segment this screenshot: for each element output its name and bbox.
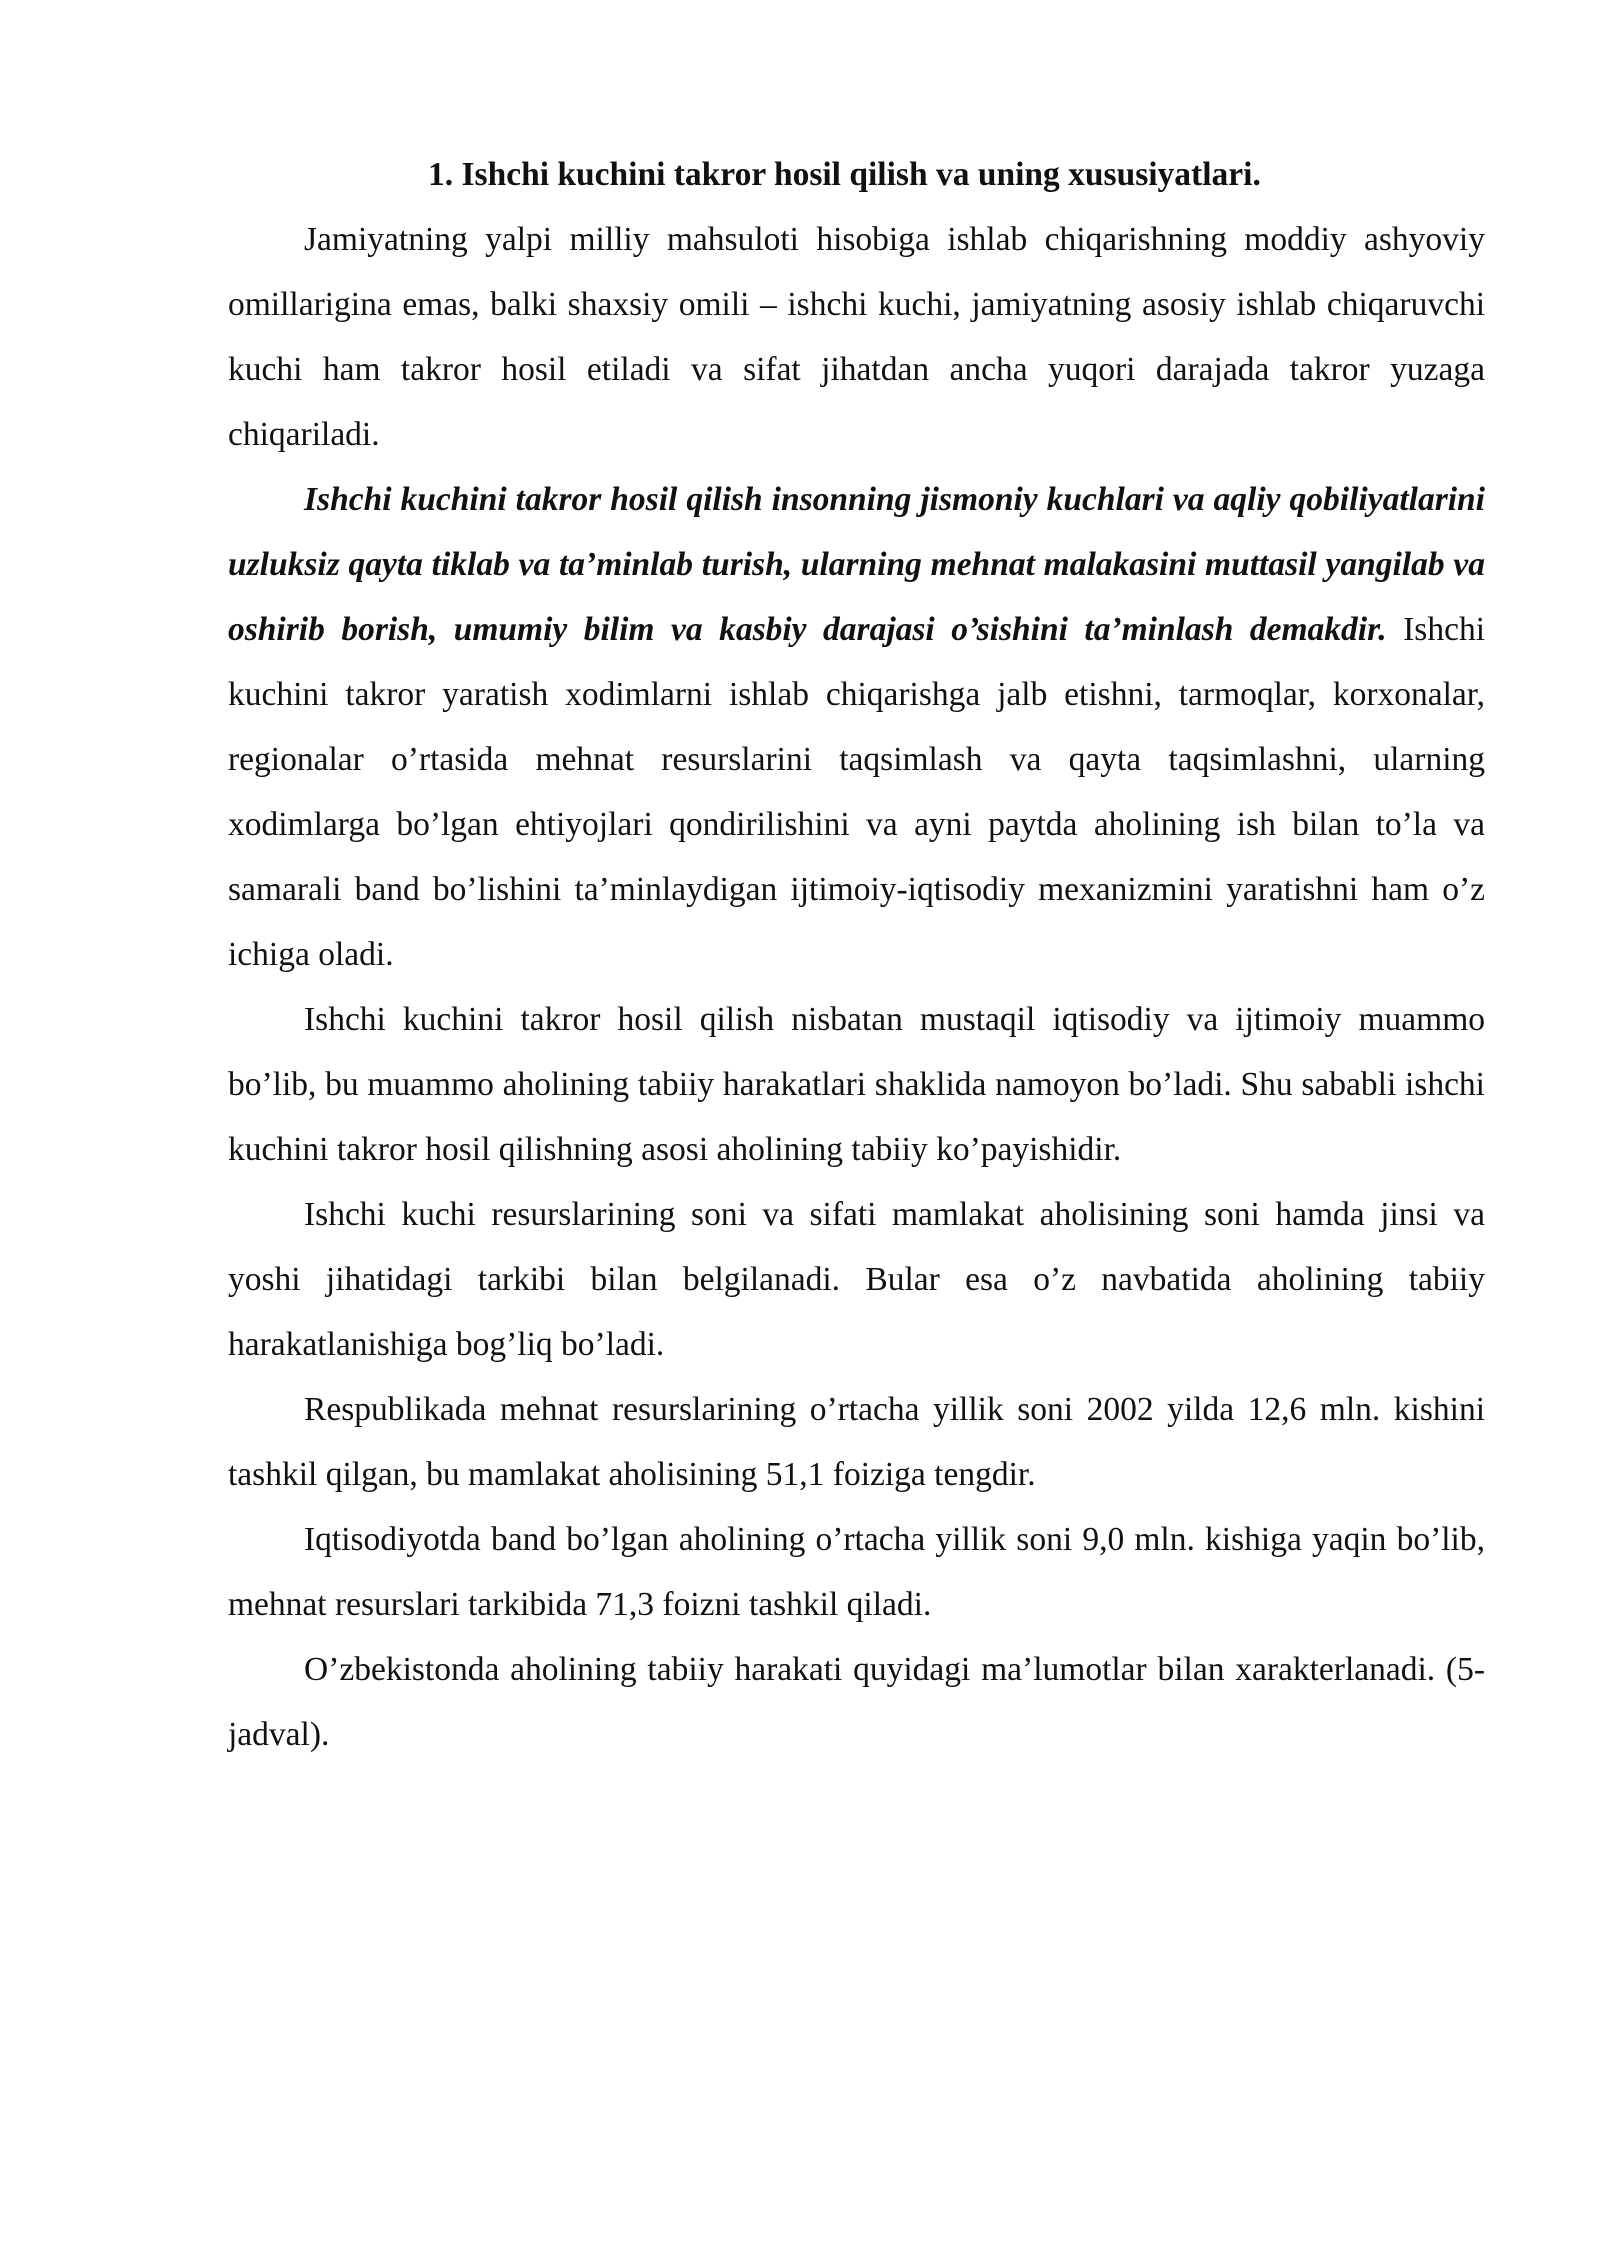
document-body [228, 142, 1485, 1767]
paragraph-4: Ishchi kuchi resurslarining soni va sifati mamlakat aholisining soni hamda jinsi va yoshi jihatidagi tarkibi bilan belgilanadi. Bular esa o’z navbatida aholining tabiiy harakatlanishiga bog’liq bo’ladi. [228, 1196, 1485, 1363]
definition-emphasis: Ishchi kuchini takror hosil qilish insonning jismoniy kuchlari va aqliy qobiliyatlarini uzluksiz qayta tiklab va ta’minlab turish, ularning mehnat malakasini muttasil yangilab va oshirib borish, umumiy bilim va kasbiy darajasi o’sishini ta’minlash demakdir. [228, 481, 1485, 648]
paragraph-7: O’zbekistonda aholining tabiiy harakati quyidagi ma’lumotlar bilan xarakterlanadi. (5-jadval). [228, 1651, 1485, 1753]
paragraph-5: Respublikada mehnat resurslarining o’rtacha yillik soni 2002 yilda 12,6 mln. kishini tashkil qilgan, bu mamlakat aholisining 51,1 foiziga tengdir. [228, 1391, 1485, 1493]
paragraph-3: Ishchi kuchini takror hosil qilish nisbatan mustaqil iqtisodiy va ijtimoiy muammo bo’lib, bu muammo aholining tabiiy harakatlari shaklida namoyon bo’ladi. Shu sababli ishchi kuchini takror hosil qilishning asosi aholining tabiiy ko’payishidir. [228, 1001, 1485, 1168]
section-heading: 1. Ishchi kuchini takror hosil qilish va uning xususiyatlari. [428, 156, 1261, 193]
paragraph-1: Jamiyatning yalpi milliy mahsuloti hisobiga ishlab chiqarishning moddiy ashyoviy omillarigina emas, balki shaxsiy omili – ishchi kuchi, jamiyatning asosiy ishlab chiqaruvchi kuchi ham takror hosil etiladi va sifat jihatdan ancha yuqori darajada takror yuzaga chiqariladi. [228, 221, 1485, 453]
paragraph-6: Iqtisodiyotda band bo’lgan aholining o’rtacha yillik soni 9,0 mln. kishiga yaqin bo’lib, mehnat resurslari tarkibida 71,3 foizni tashkil qiladi. [228, 1521, 1485, 1623]
paragraph-2 [228, 467, 1485, 987]
paragraph-2-text: Ishchi kuchini takror yaratish xodimlarni ishlab chiqarishga jalb etishni, tarmoqlar, korxonalar, regionalar o’rtasida mehnat resurslarini taqsimlash va qayta taqsimlashni, ularning xodimlarga bo’lgan ehtiyojlari qondirilishini va ayni paytda aholining ish bilan to’la va samarali band bo’lishini ta’minlaydigan ijtimoiy-iqtisodiy mexanizmini yaratishni ham o’z ichiga oladi. [228, 611, 1486, 973]
